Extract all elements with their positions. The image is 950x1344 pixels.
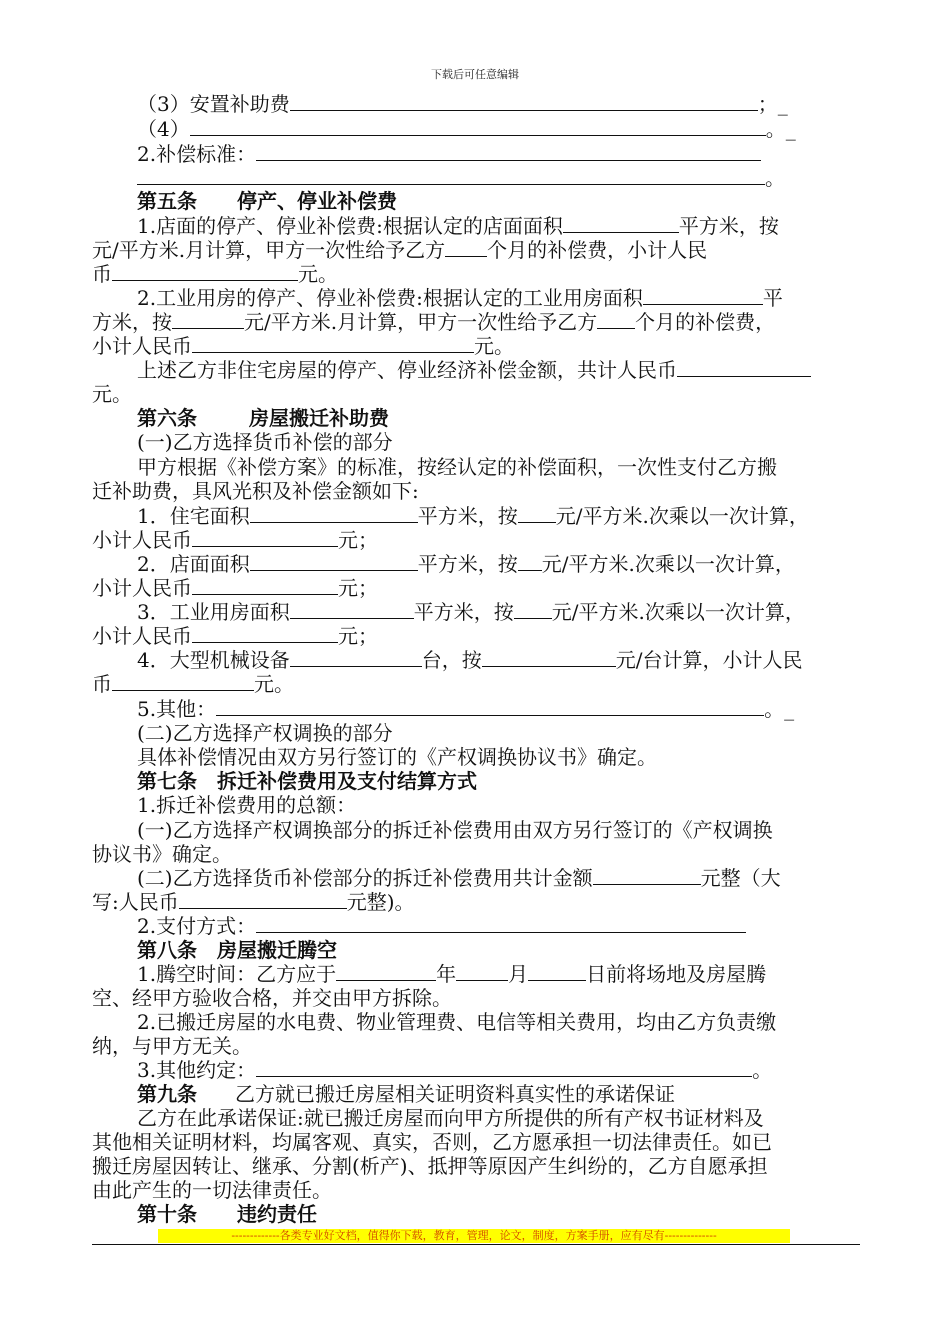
text-segment: 平方米，按: [417, 552, 518, 576]
text-segment: ；_: [757, 92, 788, 116]
text-segment: 元。: [92, 382, 132, 406]
text-segment: 平方米，按: [417, 504, 518, 528]
doc-line: [92, 890, 872, 914]
doc-line: [92, 334, 872, 358]
doc-line: [92, 576, 872, 600]
text-segment: 其他相关证明材料，均属客观、真实，否则，乙方愿承担一切法律责任。如已: [92, 1130, 772, 1154]
article-heading: [137, 769, 917, 793]
doc-line: [137, 455, 917, 479]
doc-line: [137, 552, 917, 576]
fill-blank: [112, 672, 254, 691]
doc-line: [137, 166, 917, 190]
article-number: 第八条: [137, 938, 197, 962]
doc-line: [92, 672, 872, 696]
fill-blank: [250, 504, 418, 523]
doc-line: [137, 745, 917, 769]
fill-blank: [112, 262, 298, 281]
text-segment: 5.其他：: [137, 697, 217, 721]
text-segment: 2.工业用房的停产、停业补偿费:根据认定的工业用房面积: [137, 286, 643, 310]
text-segment: 3.其他约定：: [137, 1058, 257, 1082]
footer-banner: -------------各类专业好文档，值得你下载，教育，管理，论文，制度，方案手册，应有尽有--------------: [158, 1229, 790, 1243]
article-title: 房屋搬迁腾空: [217, 938, 337, 962]
doc-line: [92, 624, 872, 648]
text-segment: 协议书》确定。: [92, 842, 232, 866]
text-segment: 写:人民币: [92, 890, 179, 914]
fill-blank: [256, 1058, 752, 1077]
text-segment: 方米，按: [92, 310, 172, 334]
text-segment: (二)乙方选择货币补偿部分的拆迁补偿费用共计金额: [137, 866, 593, 890]
fill-blank: [192, 624, 338, 643]
text-segment: 平: [762, 286, 783, 310]
doc-line: [137, 142, 917, 166]
fill-blank: [456, 962, 508, 981]
text-segment: 币: [92, 262, 112, 286]
doc-line: [137, 430, 917, 454]
text-segment: (一)乙方选择货币补偿的部分: [137, 430, 393, 454]
doc-line: [137, 866, 917, 890]
doc-line: [92, 382, 872, 406]
text-segment: 元整（大: [700, 866, 781, 890]
fill-blank: [290, 600, 414, 619]
doc-line: [137, 1010, 917, 1034]
text-segment: 个月的补偿费，: [635, 310, 776, 334]
doc-line: [92, 842, 872, 866]
text-segment: 元。: [254, 672, 294, 696]
text-segment: 由此产生的一切法律责任。: [92, 1178, 332, 1202]
article-title: 停产、停业补偿费: [237, 189, 397, 213]
text-segment: 1.拆迁补偿费用的总额：: [137, 793, 357, 817]
fill-blank: [256, 914, 746, 933]
fill-blank: [192, 334, 474, 353]
text-segment: 迁补助费，具风光积及补偿金额如下:: [92, 479, 419, 503]
article-heading: [137, 189, 917, 213]
doc-line: [137, 721, 917, 745]
text-segment: 元。: [298, 262, 338, 286]
fill-blank: [190, 117, 766, 136]
text-segment: 小计人民币: [92, 528, 192, 552]
doc-line: [137, 697, 917, 721]
fill-blank: [256, 142, 761, 161]
doc-line: [137, 92, 917, 116]
page-header-note: 下载后可任意编辑: [431, 68, 519, 81]
text-segment: 。: [765, 166, 785, 190]
text-segment: 乙方在此承诺保证:就已搬迁房屋而向甲方所提供的所有产权书证材料及: [137, 1106, 764, 1130]
text-segment: (二)乙方选择产权调换的部分: [137, 721, 393, 745]
text-segment: 甲方根据《补偿方案》的标准，按经认定的补偿面积，一次性支付乙方搬: [137, 455, 777, 479]
doc-line: [137, 1058, 917, 1082]
article-number: 第五条: [137, 189, 197, 213]
text-segment: 元/平方米.月计算，甲方一次性给予乙方: [92, 238, 446, 262]
text-segment: （3）安置补助费: [137, 92, 290, 116]
doc-line: [137, 648, 917, 672]
text-segment: 元。: [474, 334, 514, 358]
doc-line: [137, 286, 917, 310]
fill-blank: [179, 890, 347, 909]
article-number: 第六条: [137, 406, 197, 430]
fill-blank: [137, 166, 765, 185]
article-title: 乙方就已搬迁房屋相关证明资料真实性的承诺保证: [235, 1082, 675, 1106]
fill-blank: [445, 238, 487, 257]
fill-blank: [563, 214, 679, 233]
article-title: 拆迁补偿费用及支付结算方式: [217, 769, 477, 793]
doc-line: [92, 528, 872, 552]
text-segment: 。_: [765, 117, 796, 141]
text-segment: 上述乙方非住宅房屋的停产、停业经济补偿金额，共计人民币: [137, 358, 677, 382]
text-segment: 空、经甲方验收合格，并交由甲方拆除。: [92, 986, 452, 1010]
doc-line: [137, 1106, 917, 1130]
text-segment: 元/台计算，小计人民: [615, 648, 803, 672]
text-segment: 小计人民币: [92, 576, 192, 600]
fill-blank: [172, 310, 244, 329]
fill-blank: [514, 600, 552, 619]
text-segment: (一)乙方选择产权调换部分的拆迁补偿费用由双方另行签订的《产权调换: [137, 818, 773, 842]
text-segment: 元/平方米.次乘以一次计算，: [551, 600, 805, 624]
doc-line: [92, 310, 872, 334]
doc-line: [92, 1154, 872, 1178]
article-number: 第十条: [137, 1202, 197, 1226]
text-segment: 1．住宅面积: [137, 504, 250, 528]
text-segment: 搬迁房屋因转让、继承、分割(析产)、抵押等原因产生纠纷的，乙方自愿承担: [92, 1154, 768, 1178]
doc-line: [92, 238, 872, 262]
text-segment: 纳，与甲方无关。: [92, 1034, 252, 1058]
text-segment: 元；: [338, 576, 378, 600]
text-segment: 元；: [338, 528, 378, 552]
text-segment: 元/平方米.次乘以一次计算，: [541, 552, 795, 576]
doc-line: [137, 962, 917, 986]
fill-blank: [192, 528, 338, 547]
article-heading: [137, 1082, 917, 1106]
text-segment: 小计人民币: [92, 624, 192, 648]
doc-line: [137, 914, 917, 938]
text-segment: 币: [92, 672, 112, 696]
text-segment: 元整)。: [346, 890, 415, 914]
text-segment: 4．大型机械设备: [137, 648, 290, 672]
fill-blank: [597, 310, 635, 329]
doc-line: [92, 1178, 872, 1202]
text-segment: 元/平方米.月计算，甲方一次性给予乙方: [244, 310, 598, 334]
text-segment: 2．店面面积: [137, 552, 250, 576]
fill-blank: [518, 552, 542, 571]
doc-line: [92, 479, 872, 503]
text-segment: 日前将场地及房屋腾: [586, 962, 767, 986]
text-segment: 元；: [338, 624, 378, 648]
fill-blank: [528, 962, 586, 981]
article-number: 第七条: [137, 769, 197, 793]
fill-blank: [482, 648, 616, 667]
article-heading: [137, 406, 917, 430]
doc-line: [92, 1130, 872, 1154]
text-segment: 平方米，按: [413, 600, 514, 624]
text-segment: 。: [752, 1058, 773, 1082]
fill-blank: [290, 92, 758, 111]
text-segment: 具体补偿情况由双方另行签订的《产权调换协议书》确定。: [137, 745, 657, 769]
fill-blank: [518, 504, 556, 523]
doc-line: [137, 793, 917, 817]
article-title: 违约责任: [237, 1202, 317, 1226]
fill-blank: [250, 552, 418, 571]
doc-line: [137, 358, 917, 382]
text-segment: 月: [508, 962, 529, 986]
text-segment: 元/平方米.次乘以一次计算，: [555, 504, 809, 528]
fill-blank: [336, 962, 436, 981]
fill-blank: [192, 576, 338, 595]
article-heading: [137, 938, 917, 962]
article-number: 第九条: [137, 1082, 197, 1106]
doc-line: [137, 600, 917, 624]
doc-line: [137, 117, 917, 141]
text-segment: 台，按: [421, 648, 482, 672]
text-segment: 2.支付方式：: [137, 914, 257, 938]
text-segment: 3．工业用房面积: [137, 600, 290, 624]
text-segment: 平方米，按: [678, 214, 779, 238]
doc-line: [92, 1034, 872, 1058]
article-heading: [137, 1202, 917, 1226]
text-segment: 个月的补偿费，小计人民: [487, 238, 708, 262]
article-title: 房屋搬迁补助费: [249, 406, 389, 430]
doc-line: [137, 214, 917, 238]
text-segment: 。_: [764, 697, 795, 721]
doc-line: [92, 986, 872, 1010]
text-segment: 1.腾空时间：乙方应于: [137, 962, 337, 986]
doc-line: [92, 262, 872, 286]
fill-blank: [290, 648, 422, 667]
footer-divider: [92, 1244, 860, 1245]
text-segment: 2.补偿标准：: [137, 142, 257, 166]
text-segment: 小计人民币: [92, 334, 192, 358]
fill-blank: [677, 358, 811, 377]
fill-blank: [643, 286, 763, 305]
text-segment: 年: [436, 962, 457, 986]
text-segment: 1.店面的停产、停业补偿费:根据认定的店面面积: [137, 214, 563, 238]
text-segment: （4）: [137, 117, 190, 141]
fill-blank: [593, 866, 701, 885]
text-segment: 2.已搬迁房屋的水电费、物业管理费、电信等相关费用，均由乙方负责缴: [137, 1010, 777, 1034]
fill-blank: [216, 697, 764, 716]
doc-line: [137, 504, 917, 528]
doc-line: [137, 818, 917, 842]
